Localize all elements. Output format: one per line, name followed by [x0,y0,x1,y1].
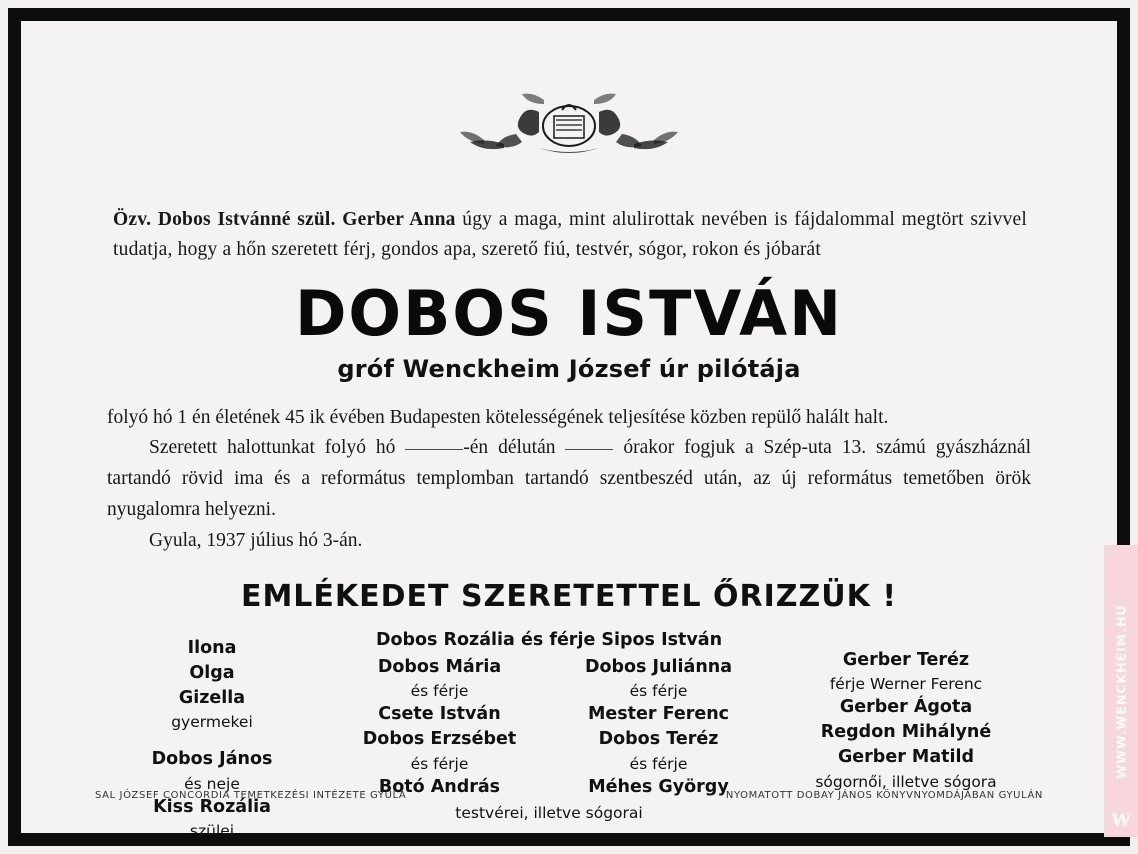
survivor-name: Gerber Teréz [842,649,970,670]
survivor-relation: férje Werner Ferenc [829,674,983,693]
survivor-name: Olga [189,662,235,683]
death-circumstances: folyó hó 1 én életének 45 ik évében Budapesten kötelességének teljesítése közben repülő halált halt. [107,406,889,428]
survivor-name: Dobos Mária [377,656,502,677]
survivor-name: Gerber Ágota [839,697,973,718]
survivors-list [55,628,1083,843]
funeral-text-c: órakor fogjuk a Szép-uta 13. számú gyászháznál tartandó rövid ima és a református templomban tartandó szentbeszéd után, az új református temetőben örök nyugalomra helyezni. [107,437,1032,520]
sibling-header: Dobos Rozália és férje Sipos István [375,629,723,650]
date-blank-fill [405,449,463,450]
printer-footer [95,790,1043,801]
survivor-name: Gizella [178,687,246,708]
survivor-relation: és férje [629,681,688,700]
funeral-text-b: -én délután [463,437,556,459]
widow-name: Özv. Dobos Istvánné szül. Gerber Anna [113,209,456,230]
issue-date: Gyula, 1937 július hó 3-án. [149,529,363,551]
survivors-column-right [781,628,1031,793]
mourning-border [8,8,1130,846]
funeral-details [107,433,1031,525]
heraldic-engraving-icon [55,79,1083,171]
deceased-title: gróf Wenckheim József úr pilótája [337,354,801,383]
memorial-motto: EMLÉKEDET SZERETETTEL ŐRIZZÜK ! [240,578,898,614]
survivor-name: Mester Ferenc [587,704,730,725]
printer-credit: NYOMATOTT DOBAY JÁNOS KÖNYVNYOMDÁJÁBAN GYULÁN [725,790,1043,801]
funeral-text-a: Szeretett halottunkat folyó hó [149,437,396,459]
survivor-relation: és férje [410,754,469,773]
survivor-relation: és neje [184,774,240,793]
time-blank-fill [565,449,613,450]
survivor-name: Kiss Rozália [153,796,271,817]
survivor-name: Dobos János [151,749,273,770]
body-text [55,403,1083,557]
survivor-relation: gyermekei [171,713,253,732]
survivor-relation: szülei [189,822,235,841]
survivor-relation: és férje [410,681,469,700]
survivor-name: Méhes György [588,776,729,797]
survivor-relation: sógornői, illetve sógora [815,772,997,791]
survivor-name: Dobos Juliánna [584,656,733,677]
watermark-url: WWW.WENCKHEIM.HU [1113,603,1129,779]
survivor-name: Dobos Erzsébet [362,729,517,750]
sibling-subcolumn-left [347,655,532,800]
survivor-name: Gerber Matild [837,747,975,768]
survivor-relation: és férje [629,754,688,773]
survivor-name: Ilona [187,637,237,658]
survivors-column-left [107,628,317,843]
survivor-name: Regdon Mihályné [820,722,992,743]
sibling-relation-footer: testvérei, illetve sógorai [455,804,643,823]
survivor-name: Botó András [378,776,501,797]
sibling-grid [329,655,769,800]
survivor-name: Dobos Teréz [598,729,719,750]
survivor-name: Csete István [378,704,501,725]
sibling-subcolumn-right [566,655,751,800]
watermark-strip [1104,545,1138,837]
funeral-home-credit: SAL JÓZSEF CONCORDIA TEMETKEZÉSI INTÉZETE GYULA [95,790,407,801]
intro-paragraph [55,205,1083,265]
intro-rest: úgy a maga, mint alulirottak nevében is fájdalommal megtört szivvel tudatja, hogy a hőn szeretett férj, gondos apa, szerető fiú, testvér, sógor, rokon és jóbarát [113,209,1027,261]
watermark-logo: W [1111,811,1131,831]
obituary-content [55,51,1083,841]
deceased-name: DOBOS ISTVÁN [294,277,844,351]
